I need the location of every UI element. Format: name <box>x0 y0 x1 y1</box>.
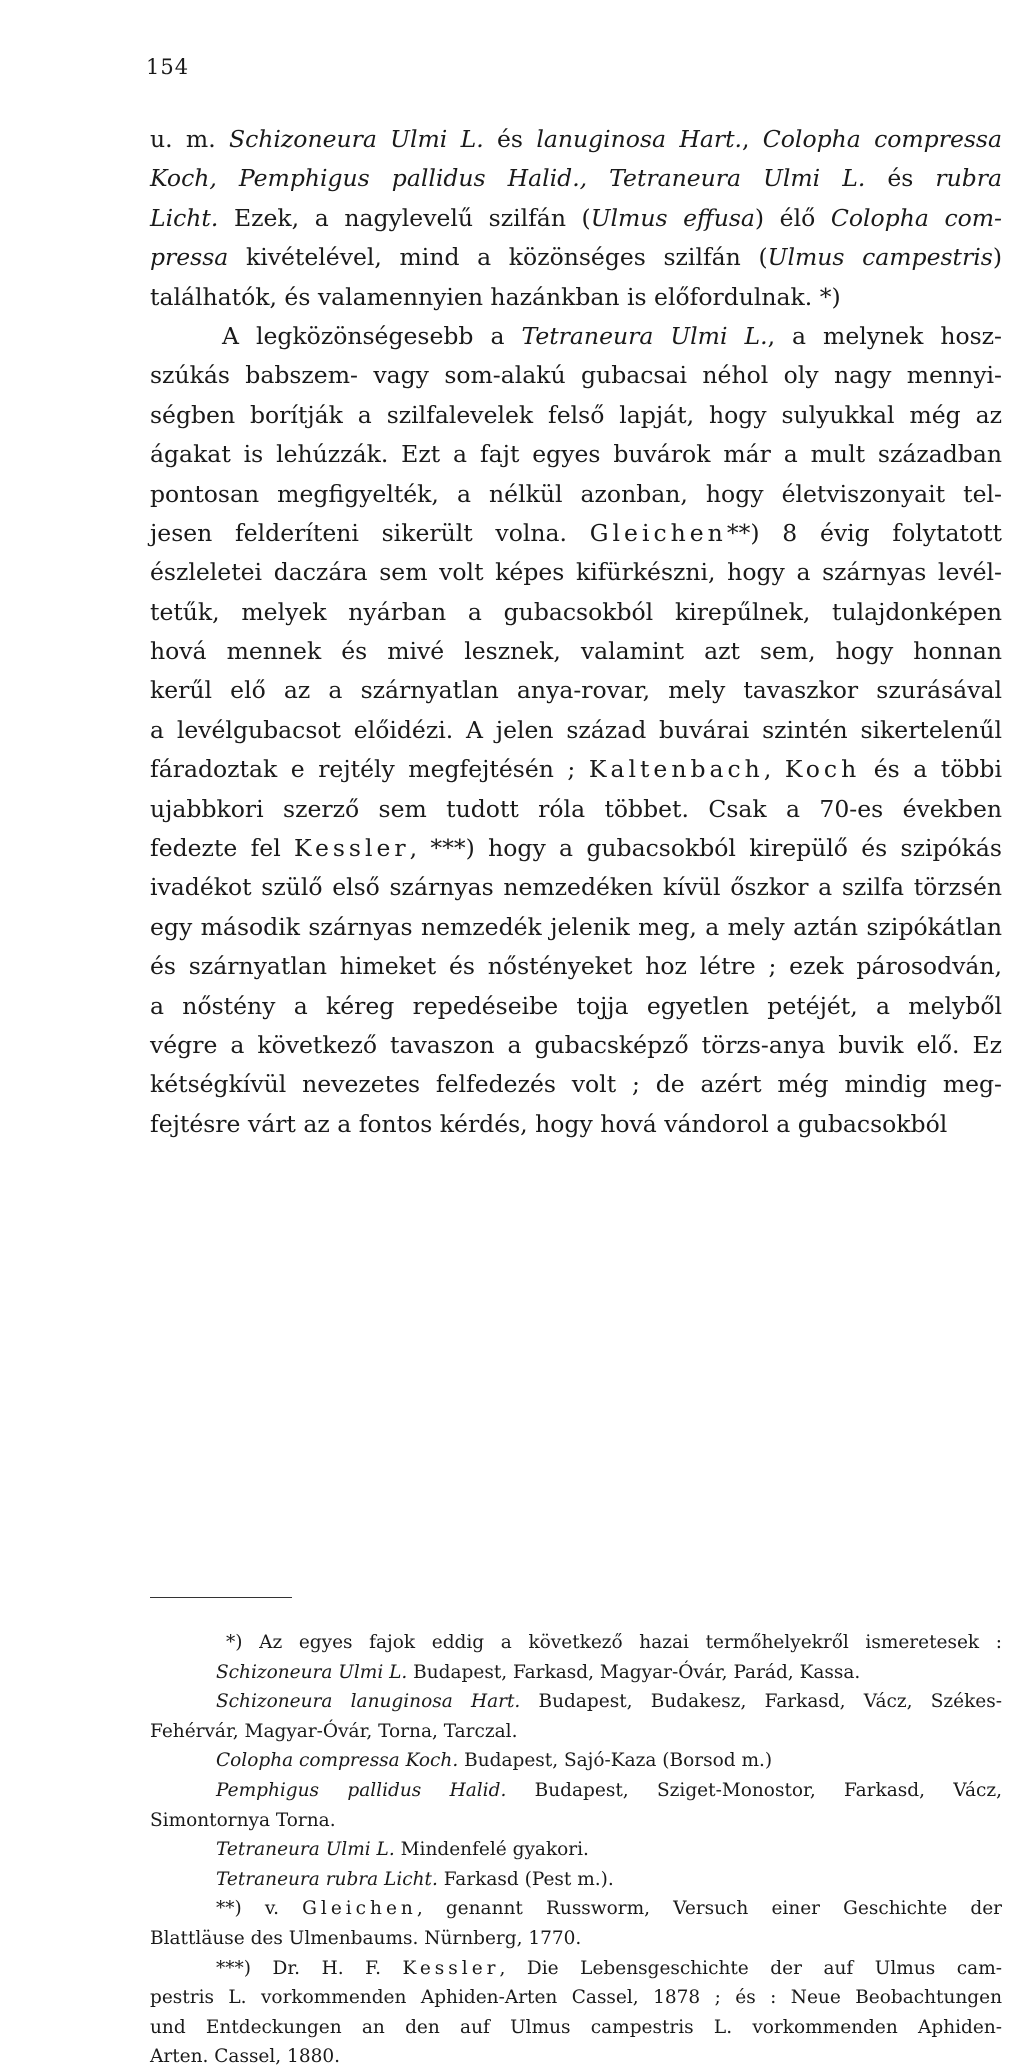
text-run: végre a következő tavaszon a gubacsképző törzs-anya buvik elő. Ez <box>150 1030 1002 1059</box>
text-run: Mindenfelé gyakori. <box>394 1839 589 1861</box>
text-line <box>150 159 1002 198</box>
text-run: találhatók, és valamennyien hazánkban is előfordulnak. *) <box>150 282 841 311</box>
text-line <box>150 120 1002 159</box>
text-run: Colopha com- <box>830 203 1002 232</box>
text-run: ) élő <box>754 203 831 232</box>
text-line <box>150 475 1002 514</box>
text-run: , a melynek hosz- <box>767 321 1002 350</box>
text-line <box>150 750 1002 789</box>
text-run: Colopha compressa <box>762 125 1003 153</box>
text-run: tetűk, melyek nyárban a gubacsokból kirepűlnek, tulajdonképen <box>150 597 1002 626</box>
text-run: a nőstény a kéreg repedéseibe tojja egyetlen petéjét, a melyből <box>150 991 1002 1020</box>
footnote-line <box>150 2013 1002 2043</box>
text-run: kerűl elő az a szárnyatlan anya-rovar, mely tavaszkor szurásával <box>150 676 1002 705</box>
text-line <box>150 711 1002 750</box>
footnote-line <box>150 1983 1002 2013</box>
text-run: Colopha compressa Koch. <box>216 1750 459 1772</box>
text-run: , Die Lebensgeschichte der auf Ulmus cam- <box>499 1957 1002 1979</box>
text-run: **) v. <box>216 1898 303 1920</box>
text-run: **) 8 évig folytatott <box>726 518 1003 547</box>
text-run: Gleichen <box>302 1898 417 1920</box>
text-line <box>150 238 1002 277</box>
text-run: Tetraneura rubra Licht. <box>216 1868 438 1890</box>
text-line <box>150 790 1002 829</box>
text-run: Ezek, a nagylevelű szilfán ( <box>218 203 591 232</box>
text-run: Ulmus effusa <box>590 203 755 232</box>
footnote-divider <box>150 1597 292 1598</box>
text-run: hová mennek és mivé lesznek, valamint azt sem, hogy honnan <box>150 637 1002 666</box>
text-run: Pemphigus pallidus Halid. <box>216 1779 507 1801</box>
text-run: Budapest, Farkasd, Magyar-Óvár, Parád, Kassa. <box>407 1661 861 1683</box>
text-run: ivadékot szülő első szárnyas nemzedéken kívül őszkor a szilfa törzsén <box>150 873 1002 902</box>
text-run: Kessler <box>294 834 410 863</box>
text-run: , <box>742 125 763 153</box>
text-line <box>150 632 1002 671</box>
text-run: Budapest, Sajó-Kaza (Borsod m.) <box>458 1750 773 1772</box>
footnote-line <box>150 1628 1002 1658</box>
text-run: egy második szárnyas nemzedék jelenik meg, a mely aztán szipókátlan <box>150 912 1002 941</box>
footnote-line <box>150 1746 1002 1776</box>
footnote-line <box>150 1894 1002 1924</box>
text-run: ágakat is lehúzzák. Ezt a fajt egyes buvárok már a mult században <box>150 440 1002 469</box>
body-text <box>150 120 1002 1144</box>
text-run: szúkás babszem- vagy som-alakú gubacsai néhol oly nagy mennyi- <box>150 361 1002 390</box>
text-run: a levélgubacsot előidézi. A jelen század buvárai szintén sikertelenűl <box>150 715 1002 744</box>
text-run: Budapest, Budakesz, Farkasd, Vácz, Székes- <box>520 1691 1002 1713</box>
text-run: és <box>483 125 537 153</box>
text-line <box>150 868 1002 907</box>
text-line <box>150 1065 1002 1104</box>
footnote-line <box>150 2042 1002 2072</box>
text-line <box>150 356 1002 395</box>
footnote-line <box>150 1954 1002 1984</box>
footnote-line <box>150 1717 1002 1747</box>
text-run: rubra <box>935 164 1002 193</box>
footnote-line <box>150 1924 1002 1954</box>
text-run: Schizoneura Ulmi L. <box>229 125 484 153</box>
text-run: pontosan megfigyelték, a nélkül azonban, hogy életviszonyait tel- <box>150 479 1002 508</box>
text-line <box>150 199 1002 238</box>
text-run: Kessler <box>402 1957 500 1979</box>
text-run: Schizoneura Ulmi L. <box>216 1661 408 1683</box>
text-run: ) <box>992 243 1002 272</box>
text-run: Farkasd (Pest m.). <box>437 1868 614 1890</box>
text-line <box>150 514 1002 553</box>
text-run: fejtésre várt az a fontos kérdés, hogy hová vándorol a gubacsokból <box>150 1109 948 1138</box>
text-run: Licht. <box>150 203 219 232</box>
text-run: Blattläuse des Ulmenbaums. Nürnberg, 1770. <box>150 1927 582 1949</box>
text-run: , genannt Russworm, Versuch einer Geschichte der <box>416 1898 1002 1920</box>
text-run: lanuginosa Hart. <box>536 125 742 153</box>
text-run: fedezte fel <box>150 834 295 863</box>
text-line <box>150 317 1002 356</box>
footnotes <box>150 1628 1002 2072</box>
text-line <box>150 396 1002 435</box>
text-run: ujabbkori szerző sem tudott róla többet. Csak a 70-es években <box>150 794 1002 823</box>
text-line <box>150 1105 1002 1144</box>
text-line <box>150 829 1002 868</box>
footnote-line <box>150 1776 1002 1806</box>
text-run: A legközönségesebb a <box>222 321 522 350</box>
text-run: Kaltenbach <box>588 755 764 784</box>
text-run: Schizoneura lanuginosa Hart. <box>216 1691 521 1713</box>
text-run: Arten. Cassel, 1880. <box>150 2046 341 2068</box>
text-run: pressa <box>150 243 229 272</box>
text-run: Koch, Pemphigus pallidus Halid., Tetraneura Ulmi L. <box>150 164 866 193</box>
text-line <box>150 908 1002 947</box>
text-run: észleletei daczára sem volt képes kifürkészni, hogy a szárnyas levél- <box>150 558 1002 587</box>
text-run: Gleichen <box>589 518 727 547</box>
footnote-line <box>150 1865 1002 1895</box>
page-number: 154 <box>146 55 190 79</box>
text-line <box>150 553 1002 592</box>
text-line <box>150 947 1002 986</box>
text-run: Tetraneura Ulmi L. <box>521 321 768 350</box>
text-run: Tetraneura Ulmi L. <box>216 1839 395 1861</box>
text-run: *) Az egyes fajok eddig a következő hazai termőhelyekről ismeretesek : <box>226 1632 1002 1653</box>
text-run: kétségkívül nevezetes felfedezés volt ; de azért még mindig meg- <box>150 1070 1002 1099</box>
text-line <box>150 1026 1002 1065</box>
text-run: Simontornya Torna. <box>150 1809 336 1831</box>
text-run: Ulmus campestris <box>767 243 993 272</box>
text-run: , <box>763 755 785 784</box>
footnote-line <box>150 1687 1002 1717</box>
text-run: Fehérvár, Magyar-Óvár, Torna, Tarczal. <box>150 1720 518 1742</box>
text-line <box>150 987 1002 1026</box>
text-line <box>150 278 1002 317</box>
text-run: kivételével, mind a közönséges szilfán ( <box>228 243 768 272</box>
text-run: és a többi <box>860 755 1002 784</box>
text-run: és szárnyatlan himeket és nőstényeket hoz létre ; ezek párosodván, <box>150 952 1002 981</box>
footnote-line <box>150 1658 1002 1688</box>
text-run: ***) Dr. H. F. <box>216 1957 403 1979</box>
text-line <box>150 671 1002 710</box>
footnote-line <box>150 1835 1002 1865</box>
text-run: u. m. <box>150 125 229 153</box>
text-line <box>150 435 1002 474</box>
text-run: és <box>865 164 936 193</box>
footnote-line <box>150 1806 1002 1836</box>
text-run: Budapest, Sziget-Monostor, Farkasd, Vácz, <box>506 1779 1002 1801</box>
text-run: Koch <box>784 755 861 784</box>
text-run: ségben borítják a szilfalevelek felső lapját, hogy sulyukkal még az <box>150 400 1002 429</box>
text-run: jesen felderíteni sikerült volna. <box>150 518 590 547</box>
text-run: und Entdeckungen an den auf Ulmus campestris L. vorkommenden Aphiden- <box>150 2016 1002 2038</box>
text-run: fáradoztak e rejtély megfejtésén ; <box>150 755 589 784</box>
text-run: pestris L. vorkommenden Aphiden-Arten Cassel, 1878 ; és : Neue Beobachtungen <box>150 1987 1002 2009</box>
text-run: , ***) hogy a gubacsokból kirepülő és szipókás <box>409 834 1002 863</box>
text-line <box>150 593 1002 632</box>
